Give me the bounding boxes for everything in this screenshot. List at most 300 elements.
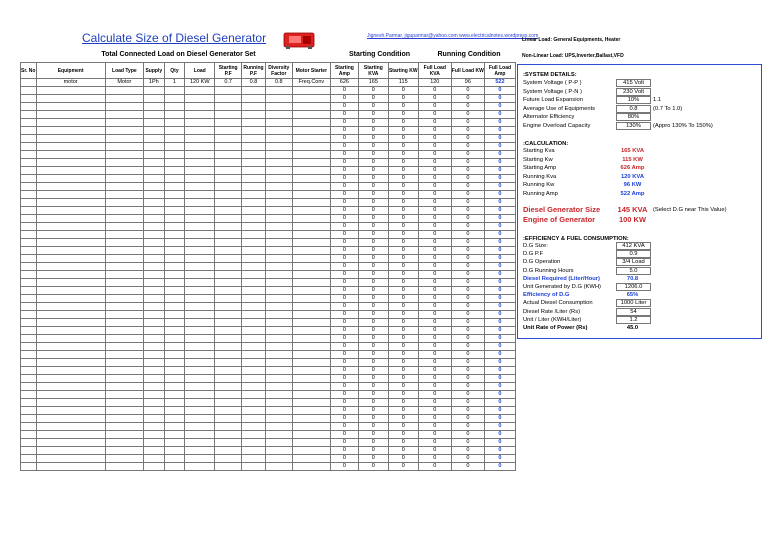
table-cell[interactable]	[185, 327, 215, 335]
table-cell[interactable]	[21, 199, 37, 207]
table-cell[interactable]	[265, 319, 292, 327]
table-cell[interactable]	[265, 207, 292, 215]
table-cell[interactable]	[265, 303, 292, 311]
table-cell[interactable]	[36, 231, 105, 239]
table-cell[interactable]	[265, 263, 292, 271]
table-cell[interactable]	[143, 263, 164, 271]
table-cell[interactable]	[143, 351, 164, 359]
table-cell[interactable]	[265, 103, 292, 111]
table-cell[interactable]	[215, 367, 242, 375]
table-cell[interactable]	[265, 159, 292, 167]
table-cell[interactable]	[265, 95, 292, 103]
table-cell[interactable]	[143, 247, 164, 255]
table-cell[interactable]	[143, 463, 164, 471]
table-cell[interactable]	[265, 367, 292, 375]
table-cell[interactable]	[265, 175, 292, 183]
table-cell[interactable]	[185, 399, 215, 407]
table-cell[interactable]	[105, 319, 143, 327]
table-cell[interactable]	[292, 359, 330, 367]
table-cell[interactable]	[242, 167, 266, 175]
table-cell[interactable]	[185, 343, 215, 351]
table-cell[interactable]	[105, 95, 143, 103]
table-cell[interactable]	[292, 279, 330, 287]
table-cell[interactable]	[36, 327, 105, 335]
table-cell[interactable]	[164, 255, 185, 263]
table-cell[interactable]	[185, 87, 215, 95]
table-cell[interactable]	[164, 199, 185, 207]
table-cell[interactable]	[36, 135, 105, 143]
table-cell[interactable]	[292, 319, 330, 327]
table-cell[interactable]	[242, 199, 266, 207]
table-cell[interactable]	[105, 215, 143, 223]
table-cell[interactable]	[105, 199, 143, 207]
table-cell[interactable]	[215, 159, 242, 167]
table-cell[interactable]	[215, 279, 242, 287]
table-cell[interactable]	[242, 263, 266, 271]
table-cell[interactable]	[265, 335, 292, 343]
table-cell[interactable]	[164, 239, 185, 247]
table-cell[interactable]	[215, 167, 242, 175]
detail-value[interactable]: 3/4 Load	[616, 258, 651, 266]
table-cell[interactable]	[292, 375, 330, 383]
table-cell[interactable]	[292, 407, 330, 415]
table-cell[interactable]	[143, 103, 164, 111]
table-cell[interactable]	[21, 103, 37, 111]
table-cell[interactable]	[21, 175, 37, 183]
table-cell[interactable]	[164, 207, 185, 215]
table-cell[interactable]	[21, 343, 37, 351]
table-cell[interactable]	[21, 423, 37, 431]
table-cell[interactable]	[265, 423, 292, 431]
table-cell[interactable]	[36, 287, 105, 295]
table-cell[interactable]	[164, 167, 185, 175]
table-cell[interactable]	[143, 391, 164, 399]
table-cell[interactable]	[164, 351, 185, 359]
table-cell[interactable]	[36, 119, 105, 127]
table-cell[interactable]	[215, 335, 242, 343]
table-cell[interactable]	[265, 463, 292, 471]
table-cell[interactable]	[185, 127, 215, 135]
table-cell[interactable]	[164, 319, 185, 327]
table-cell[interactable]	[21, 295, 37, 303]
table-cell[interactable]	[242, 119, 266, 127]
table-cell[interactable]	[36, 343, 105, 351]
table-cell[interactable]	[215, 399, 242, 407]
table-cell[interactable]	[215, 351, 242, 359]
table-cell[interactable]	[105, 439, 143, 447]
table-cell[interactable]	[143, 167, 164, 175]
table-cell[interactable]	[143, 319, 164, 327]
table-cell[interactable]: Motor	[105, 79, 143, 87]
table-cell[interactable]	[265, 231, 292, 239]
table-cell[interactable]	[143, 119, 164, 127]
table-cell[interactable]	[105, 351, 143, 359]
table-cell[interactable]	[143, 343, 164, 351]
table-cell[interactable]	[185, 367, 215, 375]
table-cell[interactable]	[292, 239, 330, 247]
table-cell[interactable]	[292, 343, 330, 351]
table-cell[interactable]	[215, 255, 242, 263]
table-cell[interactable]	[36, 111, 105, 119]
table-cell[interactable]	[292, 135, 330, 143]
table-cell[interactable]	[36, 255, 105, 263]
detail-value[interactable]: 130%	[616, 122, 651, 130]
table-cell[interactable]	[143, 231, 164, 239]
table-cell[interactable]	[143, 127, 164, 135]
table-cell[interactable]	[21, 231, 37, 239]
table-cell[interactable]	[265, 375, 292, 383]
table-cell[interactable]	[105, 335, 143, 343]
table-cell[interactable]	[185, 167, 215, 175]
detail-value[interactable]: 1206.0	[616, 283, 651, 291]
table-cell[interactable]	[242, 455, 266, 463]
table-cell[interactable]	[292, 87, 330, 95]
table-cell[interactable]	[185, 151, 215, 159]
table-cell[interactable]	[292, 263, 330, 271]
table-cell[interactable]	[292, 183, 330, 191]
table-cell[interactable]	[215, 271, 242, 279]
table-cell[interactable]	[292, 215, 330, 223]
table-cell[interactable]	[242, 87, 266, 95]
table-cell[interactable]	[36, 295, 105, 303]
table-cell[interactable]	[215, 263, 242, 271]
table-cell[interactable]	[36, 399, 105, 407]
table-cell[interactable]	[105, 175, 143, 183]
detail-value[interactable]: 80%	[616, 113, 651, 121]
table-cell[interactable]	[292, 175, 330, 183]
table-cell[interactable]	[164, 215, 185, 223]
table-cell[interactable]	[242, 191, 266, 199]
table-cell[interactable]	[164, 439, 185, 447]
table-cell[interactable]	[185, 207, 215, 215]
table-cell[interactable]	[242, 303, 266, 311]
table-cell[interactable]	[164, 423, 185, 431]
table-cell[interactable]	[185, 199, 215, 207]
table-cell[interactable]	[185, 359, 215, 367]
table-cell[interactable]	[265, 287, 292, 295]
table-cell[interactable]	[21, 111, 37, 119]
table-cell[interactable]	[215, 199, 242, 207]
table-cell[interactable]	[143, 455, 164, 463]
table-cell[interactable]	[185, 311, 215, 319]
table-cell[interactable]	[21, 359, 37, 367]
table-cell[interactable]	[242, 319, 266, 327]
table-cell[interactable]	[143, 367, 164, 375]
table-cell[interactable]	[215, 183, 242, 191]
table-cell[interactable]	[36, 263, 105, 271]
table-cell[interactable]	[36, 167, 105, 175]
table-cell[interactable]	[242, 159, 266, 167]
table-cell[interactable]	[242, 367, 266, 375]
detail-value[interactable]: 0.9	[616, 250, 651, 258]
table-cell[interactable]	[185, 391, 215, 399]
table-cell[interactable]	[105, 247, 143, 255]
table-cell[interactable]	[242, 431, 266, 439]
table-cell[interactable]	[292, 111, 330, 119]
table-cell[interactable]	[292, 367, 330, 375]
table-cell[interactable]	[143, 255, 164, 263]
table-cell[interactable]	[215, 231, 242, 239]
table-cell[interactable]	[105, 375, 143, 383]
table-cell[interactable]	[215, 303, 242, 311]
table-cell[interactable]	[215, 239, 242, 247]
table-cell[interactable]	[21, 87, 37, 95]
table-cell[interactable]	[185, 111, 215, 119]
table-cell[interactable]	[36, 383, 105, 391]
table-cell[interactable]	[105, 127, 143, 135]
table-cell[interactable]	[105, 327, 143, 335]
table-cell[interactable]	[215, 143, 242, 151]
table-cell[interactable]	[242, 391, 266, 399]
table-cell[interactable]	[164, 359, 185, 367]
table-cell[interactable]	[185, 431, 215, 439]
table-cell[interactable]	[143, 327, 164, 335]
table-cell[interactable]	[143, 239, 164, 247]
table-cell[interactable]	[21, 239, 37, 247]
table-cell[interactable]	[105, 447, 143, 455]
table-cell[interactable]	[21, 167, 37, 175]
table-cell[interactable]	[143, 183, 164, 191]
table-cell[interactable]	[21, 391, 37, 399]
table-cell[interactable]	[105, 271, 143, 279]
table-cell[interactable]	[36, 423, 105, 431]
table-cell[interactable]	[292, 439, 330, 447]
table-cell[interactable]	[215, 175, 242, 183]
table-cell[interactable]	[36, 191, 105, 199]
table-cell[interactable]	[36, 455, 105, 463]
table-cell[interactable]	[36, 335, 105, 343]
table-cell[interactable]	[242, 343, 266, 351]
table-cell[interactable]	[21, 119, 37, 127]
table-cell[interactable]	[292, 351, 330, 359]
table-cell[interactable]	[242, 439, 266, 447]
table-cell[interactable]	[215, 415, 242, 423]
table-cell[interactable]	[185, 159, 215, 167]
table-cell[interactable]	[105, 223, 143, 231]
table-cell[interactable]	[36, 391, 105, 399]
table-cell[interactable]	[105, 383, 143, 391]
table-cell[interactable]	[164, 263, 185, 271]
table-cell[interactable]	[21, 407, 37, 415]
table-cell[interactable]	[242, 327, 266, 335]
table-cell[interactable]	[105, 423, 143, 431]
detail-value[interactable]: 1.2	[616, 316, 651, 324]
table-cell[interactable]	[265, 351, 292, 359]
table-cell[interactable]	[164, 143, 185, 151]
table-cell[interactable]	[164, 271, 185, 279]
detail-value[interactable]: 54	[616, 308, 651, 316]
table-cell[interactable]	[265, 167, 292, 175]
table-cell[interactable]	[242, 279, 266, 287]
table-cell[interactable]	[143, 287, 164, 295]
table-cell[interactable]	[164, 415, 185, 423]
table-cell[interactable]	[105, 359, 143, 367]
table-cell[interactable]	[215, 375, 242, 383]
table-cell[interactable]	[143, 335, 164, 343]
table-cell[interactable]	[105, 119, 143, 127]
table-cell[interactable]	[21, 415, 37, 423]
table-cell[interactable]	[242, 335, 266, 343]
table-cell[interactable]	[215, 287, 242, 295]
table-cell[interactable]	[242, 351, 266, 359]
table-cell[interactable]	[164, 431, 185, 439]
table-cell[interactable]	[105, 415, 143, 423]
table-cell[interactable]	[215, 295, 242, 303]
table-cell[interactable]	[292, 335, 330, 343]
table-cell[interactable]	[36, 127, 105, 135]
table-cell[interactable]	[36, 175, 105, 183]
table-cell[interactable]	[215, 247, 242, 255]
table-cell[interactable]	[242, 359, 266, 367]
table-cell[interactable]	[143, 399, 164, 407]
table-cell[interactable]	[185, 447, 215, 455]
table-cell[interactable]	[265, 183, 292, 191]
table-cell[interactable]	[164, 375, 185, 383]
table-cell[interactable]	[36, 415, 105, 423]
table-cell[interactable]	[105, 159, 143, 167]
table-cell[interactable]	[36, 375, 105, 383]
table-cell[interactable]	[164, 447, 185, 455]
table-cell[interactable]	[292, 303, 330, 311]
table-cell[interactable]	[242, 111, 266, 119]
table-cell[interactable]	[215, 431, 242, 439]
table-cell[interactable]	[164, 311, 185, 319]
table-cell[interactable]	[105, 151, 143, 159]
table-cell[interactable]	[265, 407, 292, 415]
table-cell[interactable]	[21, 375, 37, 383]
table-cell[interactable]	[105, 343, 143, 351]
table-cell[interactable]	[105, 463, 143, 471]
table-cell[interactable]	[143, 199, 164, 207]
table-cell[interactable]	[143, 439, 164, 447]
table-cell[interactable]	[21, 151, 37, 159]
table-cell[interactable]	[185, 439, 215, 447]
table-cell[interactable]	[36, 439, 105, 447]
table-cell[interactable]	[215, 391, 242, 399]
table-cell[interactable]	[265, 311, 292, 319]
table-cell[interactable]: motor	[36, 79, 105, 87]
table-cell[interactable]	[215, 191, 242, 199]
table-cell[interactable]	[21, 319, 37, 327]
table-cell[interactable]	[292, 119, 330, 127]
table-cell[interactable]	[185, 135, 215, 143]
table-cell[interactable]	[143, 295, 164, 303]
table-cell[interactable]	[105, 407, 143, 415]
table-cell[interactable]	[265, 127, 292, 135]
table-cell[interactable]	[164, 247, 185, 255]
table-cell[interactable]	[292, 127, 330, 135]
table-cell[interactable]	[292, 95, 330, 103]
table-cell[interactable]	[265, 111, 292, 119]
table-cell[interactable]	[292, 423, 330, 431]
table-cell[interactable]	[185, 463, 215, 471]
table-cell[interactable]	[265, 391, 292, 399]
table-cell[interactable]	[265, 327, 292, 335]
table-cell[interactable]	[164, 191, 185, 199]
table-cell[interactable]	[185, 183, 215, 191]
table-cell[interactable]	[21, 383, 37, 391]
table-cell[interactable]	[164, 335, 185, 343]
table-cell[interactable]	[164, 87, 185, 95]
table-cell[interactable]	[105, 103, 143, 111]
table-cell[interactable]	[105, 167, 143, 175]
table-cell[interactable]	[21, 439, 37, 447]
table-cell[interactable]	[21, 135, 37, 143]
table-cell[interactable]	[21, 207, 37, 215]
table-cell[interactable]	[215, 359, 242, 367]
table-cell[interactable]	[36, 319, 105, 327]
table-cell[interactable]	[105, 239, 143, 247]
table-cell[interactable]	[164, 295, 185, 303]
table-cell[interactable]	[164, 231, 185, 239]
table-cell[interactable]	[143, 383, 164, 391]
table-cell[interactable]	[185, 255, 215, 263]
table-cell[interactable]	[164, 303, 185, 311]
table-cell[interactable]	[265, 447, 292, 455]
table-cell[interactable]	[21, 95, 37, 103]
table-cell[interactable]	[242, 383, 266, 391]
table-cell[interactable]	[215, 223, 242, 231]
table-cell[interactable]	[36, 199, 105, 207]
table-cell[interactable]	[164, 383, 185, 391]
table-cell[interactable]	[36, 271, 105, 279]
table-cell[interactable]	[185, 423, 215, 431]
table-cell[interactable]	[36, 447, 105, 455]
table-cell[interactable]	[242, 143, 266, 151]
table-cell[interactable]	[105, 87, 143, 95]
table-cell[interactable]	[143, 423, 164, 431]
table-cell[interactable]	[215, 135, 242, 143]
table-cell[interactable]	[292, 143, 330, 151]
table-cell[interactable]	[242, 295, 266, 303]
table-cell[interactable]	[21, 271, 37, 279]
table-cell[interactable]	[21, 79, 37, 87]
table-cell[interactable]	[215, 447, 242, 455]
table-cell[interactable]	[164, 399, 185, 407]
table-cell[interactable]	[105, 279, 143, 287]
table-cell[interactable]	[143, 111, 164, 119]
table-cell[interactable]	[143, 135, 164, 143]
table-cell[interactable]	[292, 399, 330, 407]
table-cell[interactable]	[143, 95, 164, 103]
table-cell[interactable]	[242, 95, 266, 103]
table-cell[interactable]	[292, 311, 330, 319]
table-cell[interactable]	[215, 103, 242, 111]
table-cell[interactable]	[143, 303, 164, 311]
table-cell[interactable]	[185, 287, 215, 295]
table-cell[interactable]	[21, 447, 37, 455]
table-cell[interactable]	[105, 143, 143, 151]
table-cell[interactable]	[143, 415, 164, 423]
table-cell[interactable]: 0.8	[242, 79, 266, 87]
table-cell[interactable]	[292, 327, 330, 335]
table-cell[interactable]	[185, 263, 215, 271]
table-cell[interactable]	[215, 151, 242, 159]
table-cell[interactable]	[36, 95, 105, 103]
table-cell[interactable]	[143, 407, 164, 415]
table-cell[interactable]	[242, 423, 266, 431]
table-cell[interactable]	[242, 175, 266, 183]
table-cell[interactable]	[215, 423, 242, 431]
detail-value[interactable]: 412 KVA	[616, 242, 651, 250]
table-cell[interactable]	[36, 87, 105, 95]
table-cell[interactable]	[292, 255, 330, 263]
table-cell[interactable]	[242, 247, 266, 255]
table-cell[interactable]	[265, 439, 292, 447]
table-cell[interactable]	[21, 215, 37, 223]
table-cell[interactable]	[292, 287, 330, 295]
table-cell[interactable]	[21, 431, 37, 439]
